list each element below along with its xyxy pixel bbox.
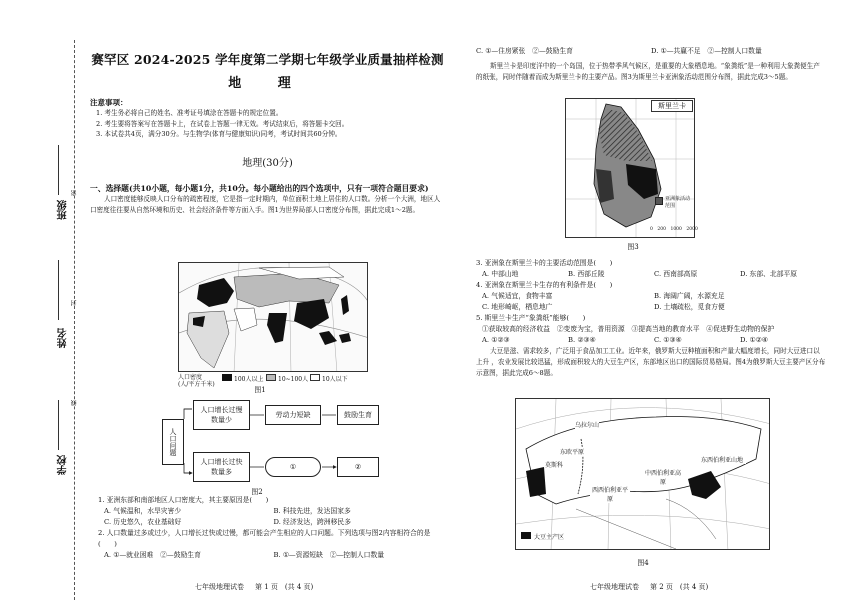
legend-swatch-soybean (521, 532, 531, 539)
section-title: 地理(30分) (242, 157, 293, 169)
q3-option-b[interactable]: B. 西部丘陵 (568, 270, 605, 278)
flow-box-population-problem: 人口问题 (162, 419, 184, 465)
class-label: 班级 (58, 200, 69, 220)
questions-1-2 (98, 495, 443, 561)
notice-item: 1. 考生务必将自己的姓名、准考证号填涂在答题卡的规定位置。 (96, 109, 283, 117)
q4-option-c[interactable]: C. 地形崎岖，栖息地广 (482, 303, 553, 311)
passage: 人口密度能够反映人口分布的疏密程度，它是指一定时期内，单位面积土地上居住的人口数。分析一个大洲，地区人口密度往往要从自然环境和历史、社会经济条件等方面入手。图1为世界局部人口密度分布图，据此完成1～2题。 (90, 194, 441, 214)
name-blank (58, 260, 59, 320)
legend-item: 10~100人 (278, 376, 309, 383)
flow-box-slow-growth: 人口增长过慢 数量少 (193, 400, 250, 430)
seal-mark: 线 (71, 400, 78, 406)
question-5-statements: ①获取较高的经济收益 ②变废为宝，普用资源 ③提高当地的教育水平 ④促进野生动物的保护 (482, 325, 775, 333)
q3-option-c[interactable]: C. 西南部高原 (654, 270, 698, 278)
school-label: 学校 (58, 455, 69, 475)
flow-box-fast-growth: 人口增长过快 数量多 (193, 452, 250, 482)
seal-mark: 密 (71, 190, 78, 196)
sri-lanka-map (565, 98, 695, 238)
q1-option-c[interactable]: C. 历史悠久，农业基础好 (104, 518, 182, 526)
legend-swatch-medium (266, 374, 276, 381)
notice-heading: 注意事项： (90, 98, 128, 107)
question-3: 3. 亚洲象在斯里兰卡的主要活动范围是( ) (476, 259, 613, 267)
flow-box-encourage-birth: 鼓励生育 (337, 405, 379, 425)
map-label-ural-mountains: 乌拉尔山 (575, 422, 600, 429)
passage: 斯里兰卡是印度洋中的一个岛国，位于热带季风气候区，是重要的大象栖息地。“象粪纸”是一种利用大象粪便生产的纸张，同时伴随着而成为斯里兰卡的主要产品。图3为斯里兰卡亚洲象活动范围分布图，据此完成3～5题。 (476, 62, 820, 81)
q1-option-d[interactable]: D. 经济发达，跨洲移民多 (273, 518, 351, 526)
map-label-central-siberian-plateau: 中西伯利亚高原 (644, 470, 681, 486)
map-country-label: 斯里兰卡 (651, 100, 693, 112)
question-2: 2. 人口数量过多或过少，人口增长过快或过慢，都可能会产生相应的人口问题。下列选项与图2内容相符合的是( ) (98, 529, 431, 548)
footer-title: 七年级地理试卷 (195, 583, 244, 591)
school-blank (58, 400, 59, 450)
legend-item: 100人以上 (234, 376, 264, 383)
q2-option-a[interactable]: A. ①—就业困难 ②—鼓励生育 (104, 551, 201, 559)
sri-lanka-graphic (566, 99, 695, 238)
part-heading: 一、选择题(共10小题，每小题1分，共10分。每小题给出的四个选项中，只有一项符合题目要求) (90, 183, 429, 193)
map-label-west-siberian-plain: 西西伯利亚平原 (591, 487, 628, 503)
q2-option-b[interactable]: B. ①—资源短缺 ②—控制人口数量 (273, 551, 385, 559)
map-scale: 0 200 1000 2000 (650, 227, 698, 232)
seal-mark: 封 (71, 300, 78, 306)
q4-option-b[interactable]: B. 海阔广阔，水源充足 (654, 292, 725, 300)
q1-option-a[interactable]: A. 气候温和，水旱灾害少 (104, 507, 182, 515)
legend-title: 人口密度 (人/平方千米) (178, 374, 215, 388)
legend-swatch-dense (222, 374, 232, 381)
q5-option-a[interactable]: A. ①②③ (482, 336, 510, 344)
questions-3-5 (476, 258, 826, 379)
population-density-map (178, 262, 368, 372)
map-label-east-european-plain: 东欧平原 (560, 449, 585, 456)
world-map-graphic (179, 263, 368, 372)
legend-swatch-sparse (310, 374, 320, 381)
figure-2-caption: 图2 (251, 488, 263, 496)
exam-title: 赛罕区 2024-2025 学年度第二学期七年级学业质量抽样检测 (91, 52, 444, 67)
legend-item: 10人以下 (322, 376, 348, 383)
q3-option-a[interactable]: A. 中部山地 (482, 270, 519, 278)
q4-option-d[interactable]: D. 土壤疏松，觅食方便 (654, 303, 725, 311)
q4-option-a[interactable]: A. 气候适宜，食物丰富 (482, 292, 553, 300)
question-5: 5. 斯里兰卡生产“象粪纸”能够( ) (476, 314, 586, 322)
map-label-moscow: 莫斯科 (545, 462, 564, 469)
subject-title: 地 理 (228, 76, 307, 91)
page-1 (90, 50, 445, 216)
class-blank (58, 145, 59, 195)
page-2 (476, 46, 826, 83)
legend-swatch-elephant-range (655, 197, 663, 205)
footer-title: 七年级地理试卷 (590, 583, 639, 591)
footer-page: 第 1 页 (共 4 页) (255, 583, 314, 591)
q2-option-d[interactable]: D. ①—共赢不足 ②—控制人口数量 (651, 47, 762, 55)
figure-4-caption: 图4 (637, 559, 649, 567)
question-1: 1. 亚洲东部和南部地区人口密度大，其主要原因是( ) (98, 496, 269, 504)
notice-item: 2. 考生要将答案写在答题卡上，在试卷上答题一律无效。考试结束后，将答题卡交回。 (96, 119, 349, 128)
flow-box-blank-1: ① (265, 457, 321, 477)
q5-option-c[interactable]: C. ①③④ (654, 336, 682, 344)
legend-soybean-area: 大豆主产区 (534, 534, 565, 541)
flow-box-blank-2: ② (337, 457, 379, 477)
question-4: 4. 亚洲象在斯里兰卡生存的有利条件是( ) (476, 281, 613, 289)
q1-option-b[interactable]: B. 科技先进，发达国家多 (273, 507, 351, 515)
footer-page: 第 2 页 (共 4 页) (650, 583, 709, 591)
figure-3-caption: 图3 (627, 243, 639, 251)
notice-item: 3. 本试卷共4页，满分30分。与生物学(体育与健康知识)同考，考试时间共60分钟。 (96, 130, 342, 138)
figure-1-caption: 图1 (254, 386, 266, 394)
q3-option-d[interactable]: D. 东部、北部平原 (740, 270, 798, 278)
flow-box-labor-shortage: 劳动力短缺 (265, 405, 321, 425)
legend-elephant-range: 亚洲象活动范围 (665, 196, 691, 209)
q5-option-b[interactable]: B. ②③④ (568, 336, 596, 344)
map-label-east-siberian-mountains: 东西伯利亚山地 (698, 455, 746, 464)
q2-option-c[interactable]: C. ①—住房紧张 ②—鼓励生育 (476, 47, 573, 55)
passage: 大豆是滋、需求较多，广泛用于食品加工工业。近年来，俄罗斯大豆种植面积和产量大幅度增长，同时大豆进口以上升 ，农业发展比较迅猛，形成面积较大的大豆生产区，东部地区出口的国际贸易格局。图4为俄罗斯大豆主要产区分布示意图，据此完成6～8题。 (476, 347, 826, 377)
q5-option-d[interactable]: D. ①②④ (740, 336, 768, 344)
binding-dashed-line (74, 40, 75, 600)
name-label: 姓名 (58, 328, 69, 348)
